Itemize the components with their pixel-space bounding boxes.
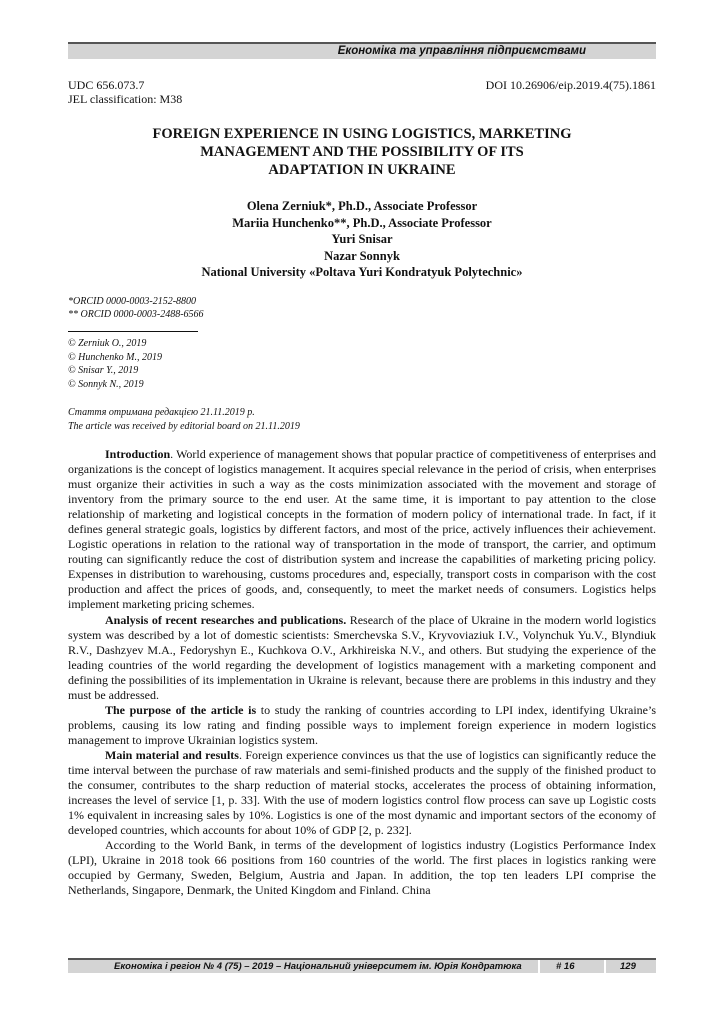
author: Mariia Hunchenko**, Ph.D., Associate Professor [232, 215, 492, 230]
section-heading: Introduction [105, 447, 171, 461]
orcid-entry: *ORCID 0000-0003-2152-8800 [68, 296, 197, 307]
received-ua: Стаття отримана редакцією 21.11.2019 р. [68, 407, 255, 418]
footer-separator [604, 960, 606, 973]
copyright-entry: © Snisar Y., 2019 [68, 365, 139, 376]
author-list [68, 198, 656, 281]
paragraph-world-bank [68, 838, 656, 898]
copyright-entry: © Sonnyk N., 2019 [68, 378, 144, 390]
udc-code: UDC 656.073.7 [68, 78, 145, 92]
paragraph-analysis [68, 613, 656, 703]
orcid-entry: ** ORCID 0000-0003-2488-6566 [68, 309, 204, 320]
author: Nazar Sonnyk [324, 248, 400, 263]
running-header [68, 42, 656, 59]
paragraph-introduction [68, 447, 656, 613]
affiliation: National University «Poltava Yuri Kondratyuk Polytechnic» [201, 265, 523, 279]
jel-classification: JEL classification: M38 [68, 92, 183, 106]
article-title [68, 125, 656, 179]
paragraph-text: . Foreign experience convinces us that the use of logistics can significantly reduce the time interval between the purchase of raw materials and semi-finished products and the supply of the finished product to the consumer, contributes to the sharp reduction of material stocks, accelerates the process of obtaining information, increases the level of service [1, p. 33]. With the use of modern logistics control flow process can save up Logistic costs 1% equivalent in increasing sales by 10%. Logistics is one of the most dynamic and important sectors of the economy of developed countries, which accounts for about 10% of GDP [2, p. 232]. [68, 747, 656, 838]
running-footer [68, 958, 656, 973]
author: Yuri Snisar [331, 232, 393, 246]
copyright-block [68, 337, 162, 391]
paragraph-text: According to the World Bank, in terms of the development of logistics industry (Logistics Performance Index (LPI), Ukraine in 2018 took 66 positions from 160 countries of the world. The first places in logistics ranking were occupied by Germany, Sweden, Belgium, Austria and Japan. In addition, the top ten leaders LPI comprise the Netherlands, Singapore, Denmark, the United Kingdom and Finland. China [68, 838, 656, 898]
copyright-entry: © Hunchenko M., 2019 [68, 351, 162, 363]
title-line: ADAPTATION IN UKRAINE [268, 162, 456, 178]
footer-journal: Економіка і регіон № 4 (75) – 2019 – Національний університет ім. Юрія Кондратюка [114, 961, 522, 972]
section-heading: Main material and results [105, 747, 239, 762]
paragraph-text: to study the ranking of countries according to LPI index, identifying Ukraine’s problems, causing its low rating and finding possible ways to implement foreign experience in modern logistics management to improve Ukrainian logistics system. [68, 702, 656, 747]
footer-issue: # 16 [556, 961, 575, 972]
paragraph-main-material [68, 748, 656, 838]
doi: DOI 10.26906/eip.2019.4(75).1861 [485, 78, 656, 92]
author: Olena Zerniuk*, Ph.D., Associate Professor [246, 199, 478, 213]
journal-section-title: Економіка та управління підприємствами [337, 45, 586, 57]
orcid-block [68, 295, 204, 321]
paragraph-purpose [68, 703, 656, 748]
paragraph-text: . World experience of management shows that popular practice of competitiveness of enterprises and organizations is the concept of logistics management. It acquires special relevance in the period of crisis, when enterprises must organize their activities in such a way as the costs minimization associated with the movement and storage of inventory from the primary source to the end user. At the same time, it is important to pay attention to the close relationship of marketing and logistical concepts in the formation of modern policy of international trade. In fact, if it defines general strategic goals, logistics by different factors, and most of the price, actively influences their achievement. Logistic operations in relation to the rational way of transportation in the mode of transport, the carrier, and optimum routing can significantly reduce the cost of distribution system and increase the capabilities of marketing pricing policy. Expenses in distribution to warehousing, customs procedures and, especially, transport costs in comparison with the cost production and affect the prices of goods, and, consequently, to meet the market needs of consumers. Logistics helps implement marketing pricing schemes. [68, 447, 656, 612]
classification-block [68, 78, 182, 106]
paragraph-text: Research of the place of Ukraine in the modern world logistics system was described by a lot of domestic scientists: Smerchevska S.V., Kryvoviaziuk I.V., Volynchuk Yu.V., Blyndiuk R.V., Dashzyev M.A., Fedoryshyn E., Kuchkova O.V., Arkhireiska N.V., and others. But studying the experience of the leading countries of the world regarding the development of logistics management with a marketing component and defining the possibilities of its implementation in Ukraine is relevant, because there are problems in this industry and they must be addressed. [68, 612, 656, 702]
page-number: 129 [620, 961, 636, 972]
article-body [68, 447, 656, 898]
section-heading: The purpose of the article is [105, 702, 257, 717]
divider [68, 331, 198, 332]
received-en: The article was received by editorial board on 21.11.2019 [68, 420, 300, 432]
title-line: FOREIGN EXPERIENCE IN USING LOGISTICS, MARKETING [152, 126, 572, 142]
section-heading: Analysis of recent researches and publications. [105, 612, 347, 627]
footer-separator [538, 960, 540, 973]
received-note [68, 406, 300, 433]
copyright-entry: © Zerniuk O., 2019 [68, 338, 147, 349]
title-line: MANAGEMENT AND THE POSSIBILITY OF ITS [200, 144, 524, 160]
